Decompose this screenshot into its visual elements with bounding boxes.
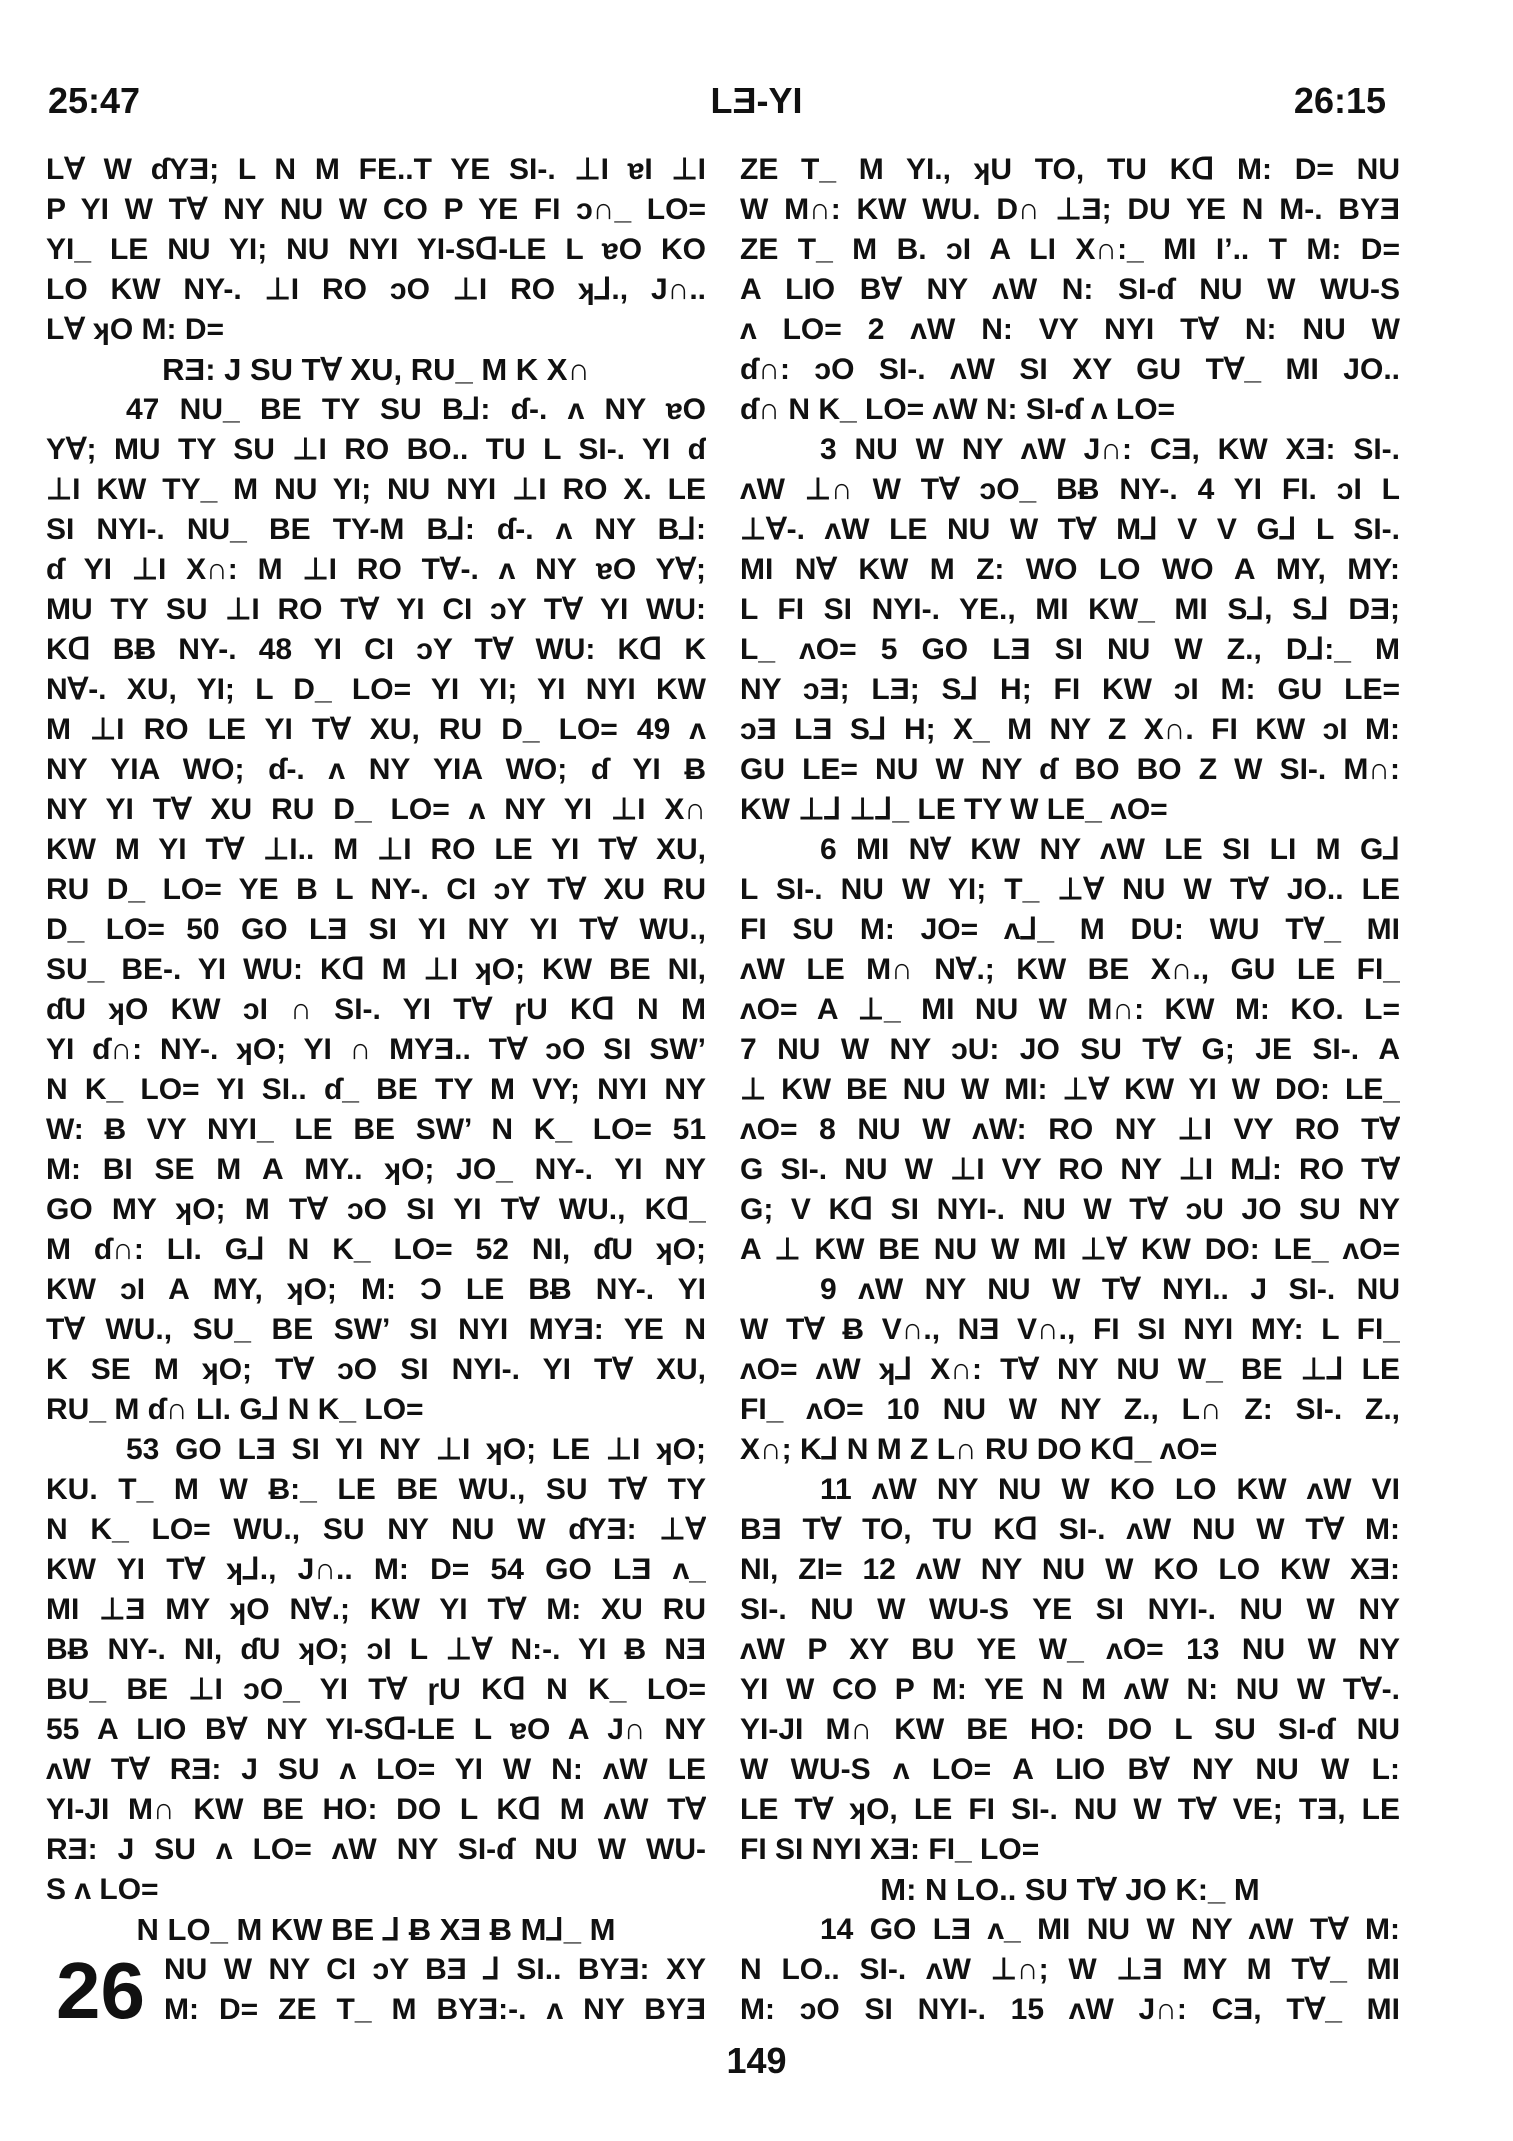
text-line: RU_ M ɗ∩ LI. G⅃ N K_ LO= [46,1393,424,1426]
text-line: X∩; K⅃ N M Z L∩ RU DO Kᗡ_ ʌO= [740,1433,1218,1466]
text-line: ɗ∩ N K_ LO= ʌW N: SI-ɗ ʌ LO= [740,393,1176,426]
header-verse-range-left: 25:47 [48,80,141,121]
text-line: SI NYI-. NU_ BE TY-M B⅃: ɗ-. ʌ NY B⅃: [46,513,706,546]
text-line: ZE T_ M YI., ʞU TO, TU Kᗡ M: D= NU [740,153,1400,186]
text-line: KW M YI TⱯ ⊥I.. M ⊥I RO LE YI TⱯ XU, [46,833,706,866]
text-line: FI_ ʌO= 10 NU W NY Z., L∩ Z: SI-. Z., [740,1393,1400,1426]
text-line: N K_ LO= WU., SU NY NU W ɗYƎ: ⊥Ɐ [46,1513,706,1546]
text-line: L FI SI NYI-. YE., MI KW_ MI S⅃, S⅃ DƎ; [740,593,1400,626]
text-line: ɗ YI ⊥I X∩: M ⊥I RO TⱯ-. ʌ NY ɐO YⱯ; [46,553,706,586]
text-line: 53 GO LƎ SI YI NY ⊥I ʞO; LE ⊥I ʞO; [126,1433,706,1466]
text-line: ⊥I KW TY_ M NU YI; NU NYI ⊥I RO X. LE [46,473,706,506]
text-line: BU_ BE ⊥I ɔO_ YI TⱯ ɼU Kᗡ N K_ LO= [46,1673,706,1706]
text-line: K SE M ʞO; TⱯ ɔO SI NYI-. YI TⱯ XU, [46,1353,706,1386]
text-line: BƎ TⱯ TO, TU Kᗡ SI-. ʌW NU W TⱯ M: [740,1513,1400,1546]
header-book-title: LƎ-YI [710,80,803,121]
text-line: 47 NU_ BE TY SU B⅃: ɗ-. ʌ NY ɐO [126,393,706,426]
text-line: S ʌ LO= [46,1873,159,1906]
text-line: NY YIA WO; ɗ-. ʌ NY YIA WO; ɗ YI Ƀ [46,753,706,786]
text-line: ʌ LO= 2 ʌW N: VY NYI TⱯ N: NU W [740,313,1400,346]
text-line: TⱯ WU., SU_ BE SW’ SI NYI MYƎ: YE N [46,1313,706,1346]
text-line: GU LE= NU W NY ɗ BO BO Z W SI-. M∩: [740,753,1400,786]
page-number: 149 [726,2040,787,2081]
chapter-number: 26 [56,1946,145,2035]
text-line: MU TY SU ⊥I RO TⱯ YI CI ɔY TⱯ YI WU: [46,593,706,626]
text-line: D_ LO= 50 GO LƎ SI YI NY YI TⱯ WU., [46,913,706,946]
text-line: FI SU M: JO= ʌ⅃_ M DU: WU TⱯ_ MI [740,913,1400,946]
text-line: YI W CO P M: YE N M ʌW N: NU W TⱯ-. [740,1673,1400,1706]
text-line: 11 ʌW NY NU W KO LO KW ʌW VI [820,1473,1400,1506]
text-line: M: BI SE M A MY.. ʞO; JO_ NY-. YI NY [46,1153,706,1186]
header-verse-range-right: 26:15 [1293,80,1386,121]
text-line: YI-JI M∩ KW BE HO: DO L SU SI-ɗ NU [740,1713,1400,1746]
text-line: ʌW P XY BU YE W_ ʌO= 13 NU W NY [740,1633,1400,1666]
text-line: NⱯ-. XU, YI; L D_ LO= YI YI; YI NYI KW [46,673,706,706]
text-line: KU. T_ M W Ƀ:_ LE BE WU., SU TⱯ TY [46,1473,706,1506]
left-text-column [46,150,706,2035]
text-line: YI_ LE NU YI; NU NYI YI-Sᗡ-LE L ɐO KO [46,233,706,266]
text-line: P YI W TⱯ NY NU W CO P YE FI ɔ∩_ LO= [46,193,706,226]
text-line: RU D_ LO= YE B L NY-. CI ɔY TⱯ XU RU [46,873,706,906]
text-line: W WU-S ʌ LO= A LIO BⱯ NY NU W L: [740,1753,1400,1786]
text-line: SU_ BE-. YI WU: Kᗡ M ⊥I ʞO; KW BE NI, [46,953,706,986]
text-line: LE TⱯ ʞO, LE FI SI-. NU W TⱯ VE; TƎ, LE [740,1793,1400,1826]
text-line: M ⊥I RO LE YI TⱯ XU, RU D_ LO= 49 ʌ [46,713,706,746]
text-line: NY ɔƎ; LƎ; S⅃ H; FI KW ɔI M: GU LE= [740,673,1400,706]
text-line: ɗU ʞO KW ɔI ∩ SI-. YI TⱯ ɼU Kᗡ N M [46,993,706,1026]
text-line: N LO.. SI-. ʌW ⊥∩; W ⊥Ǝ MY M TⱯ_ MI [740,1953,1400,1986]
text-line: M ɗ∩: LI. G⅃ N K_ LO= 52 NI, ɗU ʞO; [46,1233,706,1266]
text-line: N K_ LO= YI SI.. ɗ_ BE TY M VY; NYI NY [46,1073,706,1106]
text-line: G; V Kᗡ SI NYI-. NU W TⱯ ɔU JO SU NY [740,1193,1400,1226]
text-line: 9 ʌW NY NU W TⱯ NYI.. J SI-. NU [820,1273,1400,1306]
text-line: NY YI TⱯ XU RU D_ LO= ʌ NY YI ⊥I X∩ [46,793,706,826]
text-line: FI SI NYI XƎ: FI_ LO= [740,1833,1040,1866]
text-line: 55 A LIO BⱯ NY YI-Sᗡ-LE L ɐO A J∩ NY [46,1713,706,1746]
text-line: ʌW TⱯ RƎ: J SU ʌ LO= YI W N: ʌW LE [46,1753,706,1786]
text-line: 14 GO LƎ ʌ_ MI NU W NY ʌW TⱯ M: [820,1913,1400,1946]
text-line: LⱯ W ɗYƎ; L N M FE..T YE SI-. ⊥I ɐI ⊥I [46,153,706,186]
text-line: A ⊥ KW BE NU W MI ⊥Ɐ KW DO: LE_ ʌO= [740,1233,1400,1266]
section-heading: N LO_ M KW BE ⅃ Ƀ XƎ Ƀ M⅃_ M [136,1912,616,1947]
text-line: 7 NU W NY ɔU: JO SU TⱯ G; JE SI-. A [740,1033,1400,1066]
text-line: ʌO= A ⊥_ MI NU W M∩: KW M: KO. L= [740,993,1400,1026]
text-line: L SI-. NU W YI; T_ ⊥Ɐ NU W TⱯ JO.. LE [740,873,1400,906]
text-line: SI-. NU W WU-S YE SI NYI-. NU W NY [740,1593,1400,1626]
text-line: ɔƎ LƎ S⅃ H; X_ M NY Z X∩. FI KW ɔI M: [740,713,1400,746]
text-line: YI ɗ∩: NY-. ʞO; YI ∩ MYƎ.. TⱯ ɔO SI SW’ [46,1033,706,1066]
text-line: M: ɔO SI NYI-. 15 ʌW J∩: CƎ, TⱯ_ MI [740,1993,1400,2026]
text-line: ɗ∩: ɔO SI-. ʌW SI XY GU TⱯ_ MI JO.. [740,353,1400,386]
text-line: ZE T_ M B. ɔI A LI X∩:_ MI I’.. T M: D= [740,233,1400,266]
text-line: ʌW LE M∩ NⱯ.; KW BE X∩., GU LE FI_ [740,953,1400,986]
text-line: NU W NY CI ɔY BƎ ⅃ SI.. BYƎ: XY [164,1953,706,1986]
text-line: KW YI TⱯ ʞ⅃., J∩.. M: D= 54 GO LƎ ʌ_ [46,1553,706,1586]
text-line: ⊥ KW BE NU W MI: ⊥Ɐ KW YI W DO: LE_ [740,1073,1400,1106]
text-line: GO MY ʞO; M TⱯ ɔO SI YI TⱯ WU., Kᗡ_ [46,1193,706,1226]
section-heading: RƎ: J SU TⱯ XU, RU_ M K X∩ [162,352,590,387]
text-line: A LIO BⱯ NY ʌW N: SI-ɗ NU W WU-S [740,273,1400,306]
text-line: G SI-. NU W ⊥I VY RO NY ⊥I M⅃: RO TⱯ [740,1153,1400,1186]
running-header [0,80,1513,130]
text-line: YⱯ; MU TY SU ⊥I RO BO.. TU L SI-. YI ɗ [46,433,706,466]
text-line: ʌW ⊥∩ W TⱯ ɔO_ BɃ NY-. 4 YI FI. ɔI L [740,473,1400,506]
text-line: LO KW NY-. ⊥I RO ɔO ⊥I RO ʞ⅃., J∩.. [46,273,706,306]
text-line: ⊥Ɐ-. ʌW LE NU W TⱯ M⅃ V V G⅃ L SI-. [740,513,1400,546]
text-line: KW ɔI A MY, ʞO; M: Ɔ LE BɃ NY-. YI [46,1273,706,1306]
section-heading: M: N LO.. SU TⱯ JO K:_ M [880,1872,1260,1907]
text-line: BɃ NY-. NI, ɗU ʞO; ɔI L ⊥Ɐ N:-. YI Ƀ NƎ [46,1633,706,1666]
text-line: L_ ʌO= 5 GO LƎ SI NU W Z., D⅃:_ M [740,633,1400,666]
chapter-block [46,1946,706,2035]
text-line: LⱯ ʞO M: D= [46,313,225,346]
text-line: YI-JI M∩ KW BE HO: DO L Kᗡ M ʌW TⱯ [46,1793,706,1826]
text-line: ʌO= 8 NU W ʌW: RO NY ⊥I VY RO TⱯ [740,1113,1400,1146]
text-line: ʌO= ʌW ʞ⅃ X∩: TⱯ NY NU W_ BE ⊥⅃ LE [740,1353,1400,1386]
text-line: MI ⊥Ǝ MY ʞO NⱯ.; KW YI TⱯ M: XU RU [46,1593,706,1626]
text-line: W: Ƀ VY NYI_ LE BE SW’ N K_ LO= 51 [46,1113,706,1146]
text-line: KW ⊥⅃ ⊥⅃_ LE TY W LE_ ʌO= [740,793,1168,826]
text-line: Kᗡ BɃ NY-. 48 YI CI ɔY TⱯ WU: Kᗡ K [46,633,706,666]
text-line: W TⱯ Ƀ V∩., NƎ V∩., FI SI NYI MY: L FI_ [740,1313,1400,1346]
text-line: W M∩: KW WU. D∩ ⊥Ǝ; DU YE N M-. BYƎ [740,193,1400,226]
text-line: M: D= ZE T_ M BYƎ:-. ʌ NY BYƎ [164,1993,706,2026]
text-line: NI, ZI= 12 ʌW NY NU W KO LO KW XƎ: [740,1553,1400,1586]
text-line: MI NⱯ KW M Z: WO LO WO A MY, MY: [740,553,1400,586]
right-text-column [740,150,1400,2030]
text-line: 6 MI NⱯ KW NY ʌW LE SI LI M G⅃ [820,833,1400,866]
text-line: RƎ: J SU ʌ LO= ʌW NY SI-ɗ NU W WU- [46,1833,706,1866]
text-line: 3 NU W NY ʌW J∩: CƎ, KW XƎ: SI-. [820,433,1400,466]
